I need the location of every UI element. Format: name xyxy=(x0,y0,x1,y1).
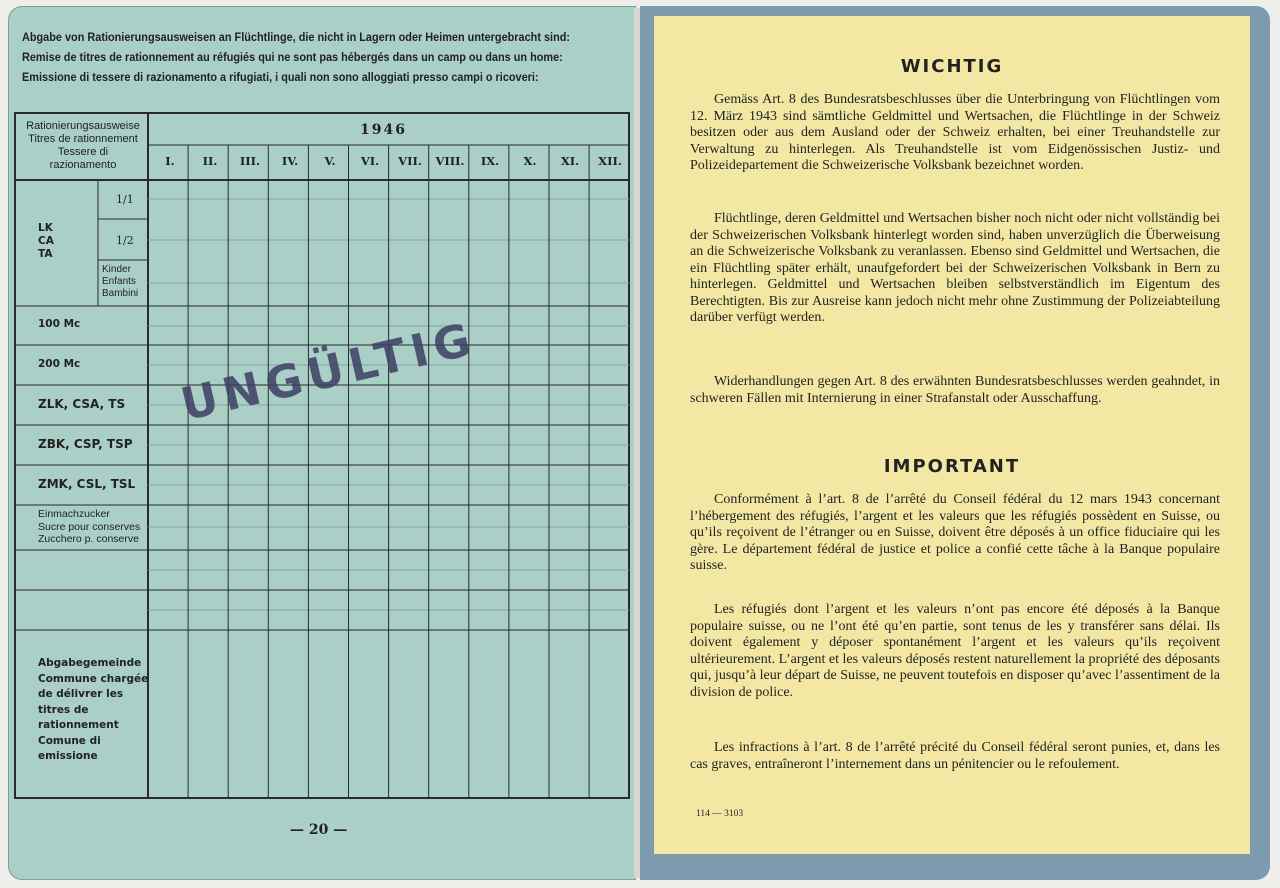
row-label-zbk: ZBK, CSP, TSP xyxy=(38,437,133,451)
header-line-french: Remise de titres de rationnement au réfugiés qui ne sont pas hébergés dans un camp ou dans un home: xyxy=(22,51,563,64)
row-label-200mc: 200 Mc xyxy=(38,358,81,370)
table-year: 1946 xyxy=(360,122,407,138)
ungueltig-stamp: UNGÜLTIG xyxy=(175,311,482,432)
month-header: XI. xyxy=(560,154,580,168)
month-header: VI. xyxy=(360,154,380,168)
kinder-line: Kinder xyxy=(102,264,131,275)
month-header: I. xyxy=(165,154,175,168)
month-header: IV. xyxy=(281,154,299,168)
header-line-italian: Emissione di tessere di razionamento a rifugiati, i quali non sono alloggiati presso campi o ricoveri: xyxy=(22,71,539,84)
important-paragraph: Les infractions à l’art. 8 de l’arrêté précité du Conseil fédéral seront punies, et, dans les cas graves, entraîneront l’internement dans un pénitencier ou le refoulement. xyxy=(690,740,1220,772)
important-heading: IMPORTANT xyxy=(883,456,1021,477)
commune-line: Comune di xyxy=(38,734,101,747)
month-header: VII. xyxy=(398,154,422,168)
row-label-kinder xyxy=(102,264,138,300)
wichtig-paragraph: Widerhandlungen gegen Art. 8 des erwähnten Bundesratsbeschlusses werden geahndet, in schweren Fällen mit Internierung in einer Strafanstalt oder Ausschaffung. xyxy=(690,374,1220,406)
wichtig-paragraph: Gemäss Art. 8 des Bundesratsbeschlusses über die Unterbringung von Flüchtlingen vom 12. März 1943 sind sämtliche Geldmittel und Wertsachen, die Flüchtlinge in der Schweiz besitzen oder aus dem Ausland oder der Schweiz erhalten, bei einer Treuhandstelle zur Verwaltung zu hinterlegen. Als Treuhandstelle ist vom Eidgenössischen Justiz- und Polizeidepartement die Schweizerische Volksbank bezeichnet worden. xyxy=(690,92,1220,173)
wichtig-paragraph: Flüchtlinge, deren Geldmittel und Wertsachen bisher noch nicht oder nicht vollständig bei der Schweizerischen Volksbank hinterlegt worden sind, haben unverzüglich die Überweisung an die Schweizerische Volksbank zu veranlassen. Ebenso sind Geldmittel und Wertsachen, die ein Flüchtling später erhält, unaufgefordert bei der Schweizerischen Volksbank in Bern zu hinterlegen. Geldmittel und Wertsachen bleiben selbstverständlich im Eigentum des Berechtigten. Bis zur Ausreise kann jedoch nicht mehr ohne Zustimmung der Polizeiabteilung darüber verfügt werden. xyxy=(690,211,1220,325)
month-header: III. xyxy=(239,154,261,168)
month-header: II. xyxy=(202,154,218,168)
row-label-commune xyxy=(38,656,148,765)
row-label-1-2: 1/2 xyxy=(116,234,134,247)
corner-label-line: razionamento xyxy=(49,159,117,171)
commune-line: de délivrer les xyxy=(38,688,124,700)
wichtig-heading: WICHTIG xyxy=(900,56,1004,77)
commune-line: Commune chargée xyxy=(38,672,149,685)
lk-line: CA xyxy=(38,235,54,247)
important-paragraph: Les réfugiés dont l’argent et les valeurs n’ont pas encore été déposés à la Banque populaire suisse, ou ne l’ont été qu’en partie, sont tenus de les y transférer sans délai. Ils doivent également y déposer spontanément l’argent et les valeurs qu’ils reçoivent ultérieurement. L’argent et les valeurs déposés restent naturellement la propriété des déposants qui, jusqu’à leur départ de Suisse, ne peuvent toutefois en disposer qu’avec l’assentiment de la division de police. xyxy=(690,602,1220,700)
right-page xyxy=(654,16,1250,854)
corner-label-line: Titres de rationnement xyxy=(28,133,138,145)
kinder-line: Bambini xyxy=(102,288,139,299)
corner-label-line: Tessere di xyxy=(57,146,109,158)
row-label-100mc: 100 Mc xyxy=(38,318,81,330)
table-corner-label xyxy=(20,120,146,172)
important-paragraph: Conformément à l’art. 8 de l’arrêté du Conseil fédéral du 12 mars 1943 concernant l’hébergement des réfugiés, l’argent et les valeurs que les réfugiés possèdent en Suisse, ou qu’ils reçoivent de l’étranger ou en Suisse, doivent être déposés à un office fiduciaire qui les gère. Le département fédéral de justice et police a confié cette tâche à la Banque populaire suisse. xyxy=(690,492,1220,573)
commune-line: Abgabegemeinde xyxy=(38,657,142,669)
einmach-line: Zucchero p. conserve xyxy=(38,533,139,545)
corner-label-line: Rationierungsausweise xyxy=(26,120,140,132)
commune-line: rationnement xyxy=(38,719,119,731)
commune-line: titres de xyxy=(38,703,89,716)
month-header: XII. xyxy=(598,154,622,168)
row-label-1-1: 1/1 xyxy=(116,193,134,206)
month-header: VIII. xyxy=(435,154,465,168)
row-label-zlk: ZLK, CSA, TS xyxy=(38,397,126,411)
einmach-line: Einmachzucker xyxy=(38,508,110,520)
lk-group-label xyxy=(38,222,54,261)
lk-line: LK xyxy=(38,222,53,234)
header-line-german: Abgabe von Rationierungsausweisen an Flüchtlinge, die nicht in Lagern oder Heimen untergebracht sind: xyxy=(22,31,571,44)
row-label-zmk: ZMK, CSL, TSL xyxy=(38,477,136,491)
commune-line: emissione xyxy=(38,750,98,762)
einmach-line: Sucre pour conserves xyxy=(38,520,141,533)
lk-line: TA xyxy=(38,248,53,260)
month-header: V. xyxy=(324,154,336,168)
page-number: — 20 — xyxy=(290,822,348,838)
kinder-line: Enfants xyxy=(102,276,136,287)
month-header: IX. xyxy=(480,154,500,168)
row-label-einmachzucker xyxy=(38,508,140,546)
month-header: X. xyxy=(523,154,537,168)
footer-code: 114 — 3103 xyxy=(696,809,744,819)
